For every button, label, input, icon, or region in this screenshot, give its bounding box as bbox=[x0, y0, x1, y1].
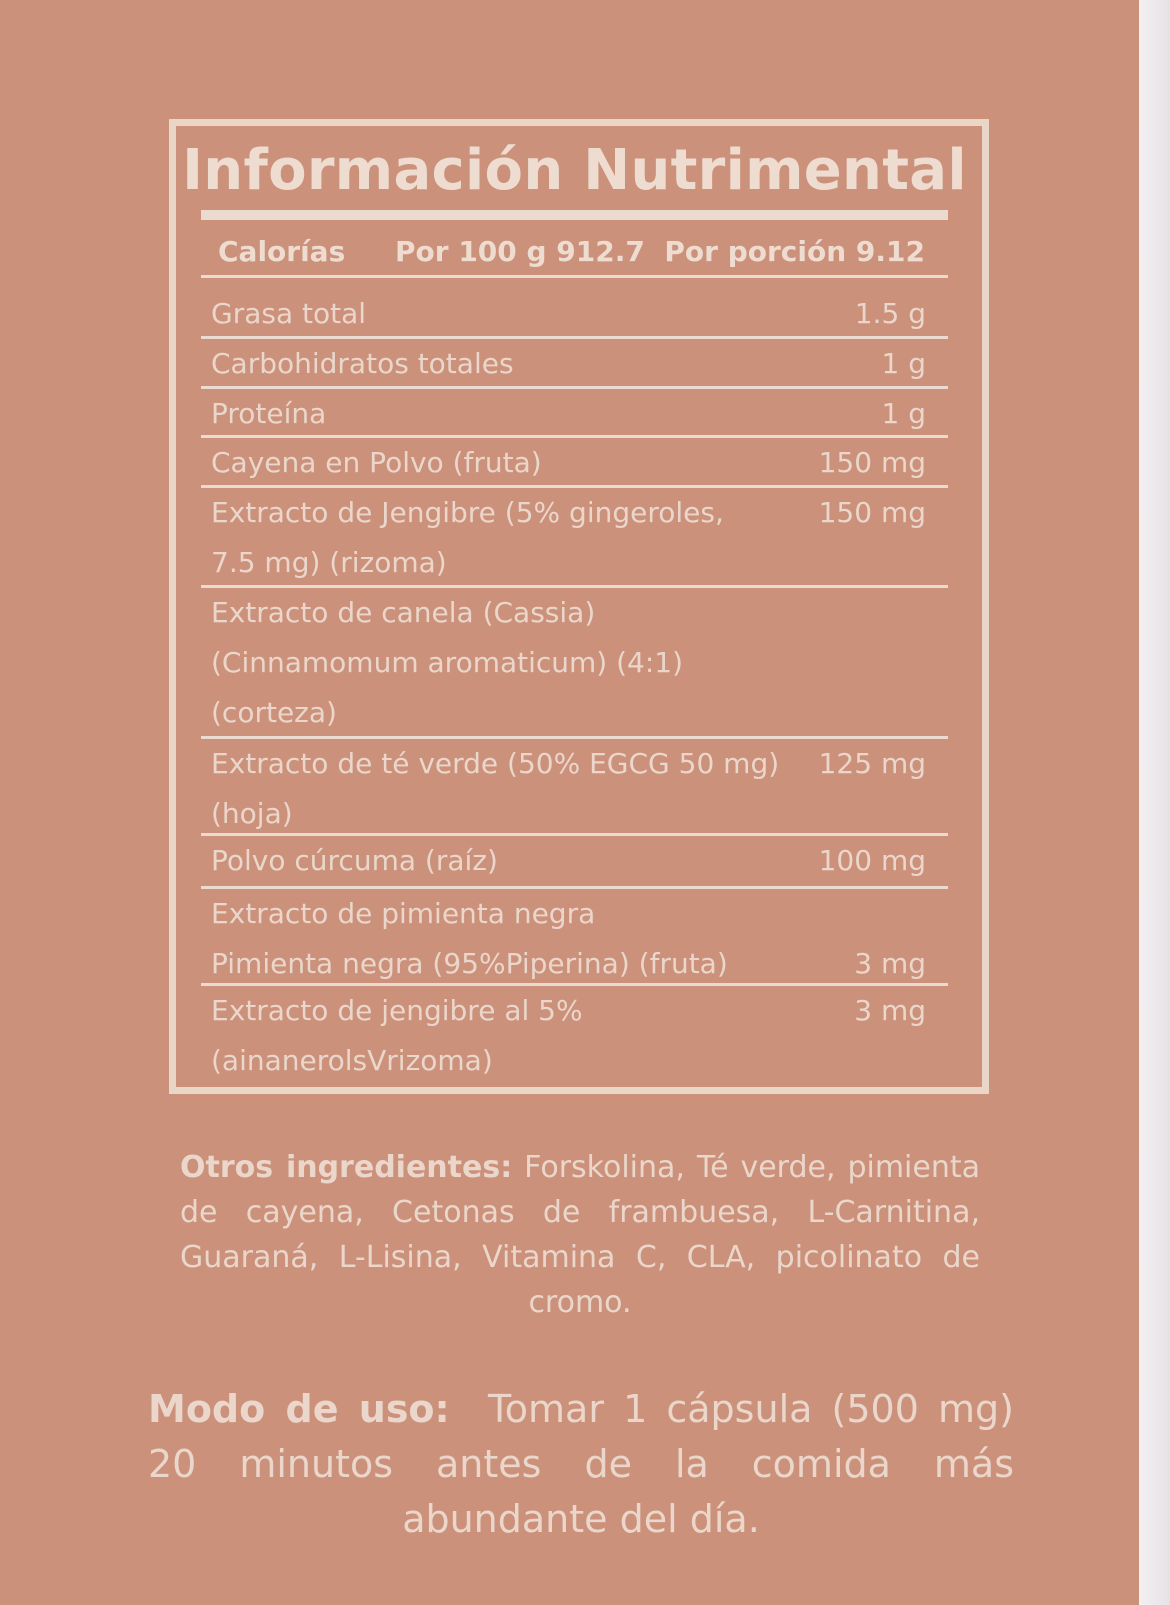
nutrient-row bbox=[201, 289, 948, 339]
nutrient-name: Extracto de pimienta negra Pimienta negra (95%Piperina) (fruta) bbox=[211, 897, 728, 980]
other-ingredients-text: Forskolina, Té verde, pimienta de cayena, Cetonas de frambuesa, L-Carnitina, Guaraná, L-Lisina, Vitamina C, CLA, picolinato de cromo. bbox=[180, 1150, 981, 1320]
nutrient-name: Proteína bbox=[211, 397, 327, 430]
nutrient-row bbox=[201, 339, 948, 389]
nutrient-row bbox=[201, 739, 948, 836]
other-ingredients bbox=[180, 1145, 980, 1325]
nutrient-name: Extracto de jengibre al 5% (ainanerolsVrizoma) bbox=[211, 994, 583, 1077]
nutrient-row bbox=[201, 438, 948, 488]
nutrient-row bbox=[201, 488, 948, 588]
nutrient-amount: 1.5 g bbox=[854, 297, 926, 330]
usage-instructions bbox=[148, 1382, 1014, 1547]
nutrient-name: Extracto de té verde (50% EGCG 50 mg) (hoja) bbox=[211, 747, 780, 830]
usage-label: Modo de uso: bbox=[148, 1387, 450, 1431]
nutrient-amount: 150 mg bbox=[818, 446, 926, 479]
calories-divider bbox=[201, 275, 948, 278]
calories-per-100g: Por 100 g 912.7 bbox=[395, 235, 645, 268]
nutrient-name: Extracto de canela (Cassia) (Cinnamomum aromaticum) (4:1) (corteza) bbox=[211, 596, 684, 729]
nutrient-amount: 3 mg bbox=[854, 994, 926, 1027]
nutrient-amount: 1 g bbox=[881, 347, 926, 380]
nutrient-amount: 125 mg bbox=[818, 747, 926, 780]
calories-per-portion: Por porción 9.12 bbox=[664, 235, 925, 268]
right-edge-strip bbox=[1139, 0, 1170, 1605]
nutrient-row bbox=[201, 588, 948, 739]
nutrient-table bbox=[201, 289, 948, 1086]
nutrient-amount: 1 g bbox=[881, 397, 926, 430]
nutrient-name: Polvo cúrcuma (raíz) bbox=[211, 844, 498, 877]
title-divider bbox=[201, 210, 948, 220]
nutrient-row bbox=[201, 389, 948, 438]
nutrient-row bbox=[201, 836, 948, 889]
calories-row bbox=[201, 220, 948, 277]
nutrient-amount: 3 mg bbox=[854, 947, 926, 980]
nutrient-amount: 150 mg bbox=[818, 496, 926, 529]
nutrition-title: Información Nutrimental bbox=[182, 137, 967, 203]
nutrient-row bbox=[201, 986, 948, 1086]
other-ingredients-label: Otros ingredientes: bbox=[180, 1150, 513, 1185]
nutrient-name: Grasa total bbox=[211, 297, 367, 330]
nutrient-name: Extracto de Jengibre (5% gingeroles, 7.5 mg) (rizoma) bbox=[211, 496, 724, 579]
nutrient-row bbox=[201, 889, 948, 986]
calories-label: Calorías bbox=[218, 235, 346, 268]
nutrient-amount: 100 mg bbox=[818, 844, 926, 877]
nutrient-name: Carbohidratos totales bbox=[211, 347, 514, 380]
nutrient-name: Cayena en Polvo (fruta) bbox=[211, 446, 542, 479]
usage-text: Tomar 1 cápsula (500 mg) 20 minutos antes de la comida más abundante del día. bbox=[148, 1387, 1014, 1541]
